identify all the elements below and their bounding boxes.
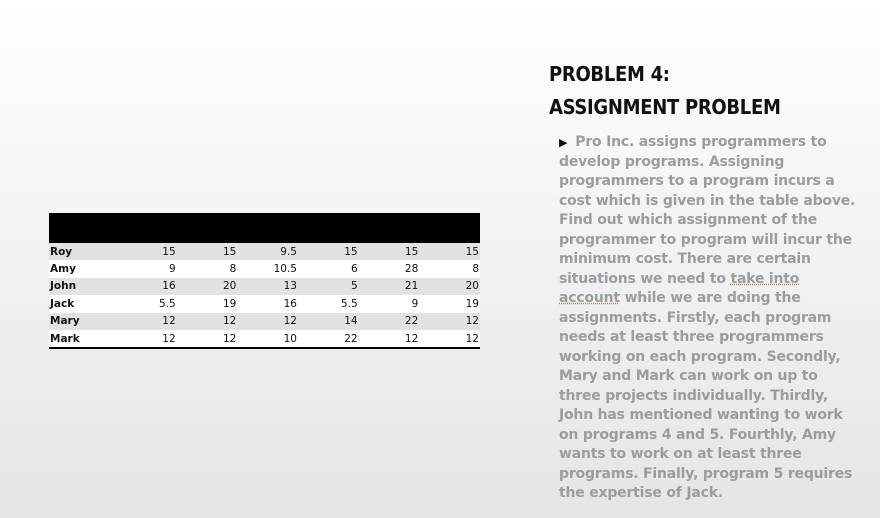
cost-cell: 12 [419, 330, 480, 348]
cost-cell: 19 [177, 295, 238, 312]
cost-cell: 9.5 [237, 243, 298, 260]
row-name-cell: John [49, 278, 116, 295]
row-name-cell: Roy [49, 243, 116, 260]
cost-cell: 10.5 [237, 260, 298, 277]
cost-cell: 6 [298, 260, 359, 277]
table-row [49, 278, 480, 295]
cost-cell: 12 [116, 330, 177, 348]
cost-cell: 15 [298, 243, 359, 260]
cost-cell: 15 [116, 243, 177, 260]
row-name-cell: Amy [49, 260, 116, 277]
cost-table-grid [49, 243, 480, 349]
cost-cell: 12 [177, 330, 238, 348]
cost-table [49, 213, 480, 349]
row-name-cell: Jack [49, 295, 116, 312]
description-underlined-phrase: take into account [559, 270, 800, 306]
cost-cell: 16 [116, 278, 177, 295]
title-line-1: PROBLEM 4: [549, 62, 670, 86]
cost-cell: 15 [419, 243, 480, 260]
cost-cell: 19 [419, 295, 480, 312]
table-row [49, 313, 480, 330]
cost-cell: 16 [237, 295, 298, 312]
cost-cell: 5.5 [298, 295, 359, 312]
cost-cell: 12 [116, 313, 177, 330]
cost-cell: 20 [419, 278, 480, 295]
triangle-right-bullet-icon: ▶ [559, 136, 568, 149]
problem-description [559, 133, 859, 504]
cost-cell: 8 [419, 260, 480, 277]
cost-cell: 12 [359, 330, 420, 348]
table-row [49, 260, 480, 277]
cost-cell: 21 [359, 278, 420, 295]
table-row [49, 330, 480, 348]
table-header-bar [49, 213, 480, 243]
row-name-cell: Mary [49, 313, 116, 330]
cost-cell: 12 [419, 313, 480, 330]
description-text-2: while we are doing the assignments. Firstly, each program needs at least three programmers working on each program. Secondly, Mary and Mark can work on up to three projects individually. Thirdly, John has mentioned wanting to work on programs 4 and 5. Fourthly, Amy wants to work on at least three programs. Finally, program 5 requires the expertise of Jack. [559, 290, 853, 501]
cost-cell: 5.5 [116, 295, 177, 312]
cost-cell: 8 [177, 260, 238, 277]
table-row [49, 243, 480, 260]
cost-cell: 10 [237, 330, 298, 348]
cost-cell: 22 [359, 313, 420, 330]
cost-cell: 15 [177, 243, 238, 260]
row-name-cell: Mark [49, 330, 116, 348]
slide-title [549, 58, 869, 124]
cost-cell: 9 [359, 295, 420, 312]
cost-cell: 9 [116, 260, 177, 277]
cost-cell: 13 [237, 278, 298, 295]
cost-cell: 28 [359, 260, 420, 277]
cost-cell: 20 [177, 278, 238, 295]
cost-cell: 15 [359, 243, 420, 260]
cost-cell: 22 [298, 330, 359, 348]
table-row [49, 295, 480, 312]
cost-cell: 5 [298, 278, 359, 295]
cost-cell: 12 [237, 313, 298, 330]
description-text-1: Pro Inc. assigns programmers to develop programs. Assigning programmers to a program incurs a cost which is given in the table above. Find out which assignment of the programmer to program will incur the minimum cost. There are certain situations we need to [559, 134, 856, 287]
title-line-2: ASSIGNMENT PROBLEM [549, 95, 781, 119]
cost-cell: 14 [298, 313, 359, 330]
cost-cell: 12 [177, 313, 238, 330]
